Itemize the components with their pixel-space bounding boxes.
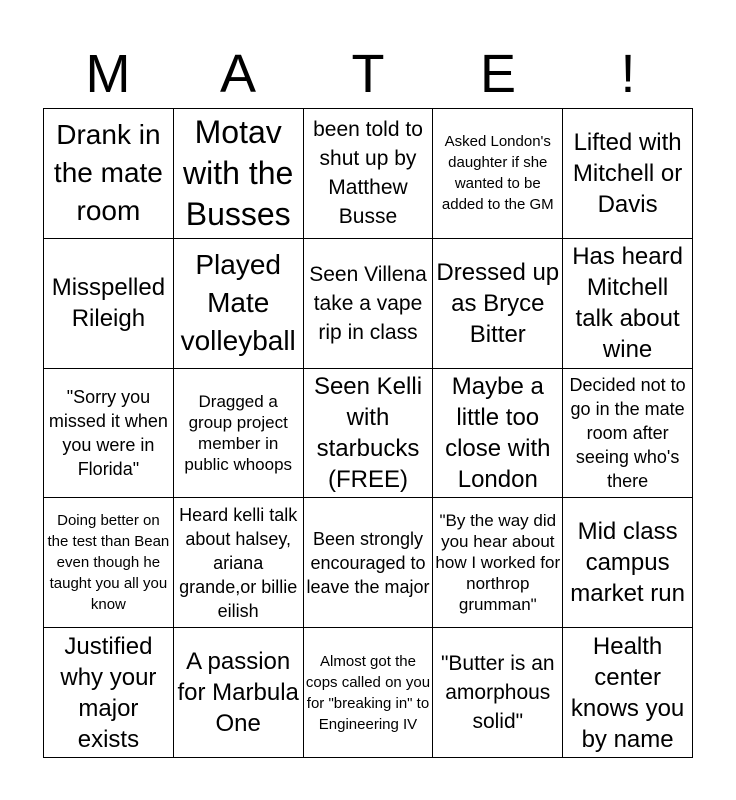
header-letter: M — [85, 44, 131, 104]
bingo-cell[interactable] — [44, 109, 174, 239]
cell-text: Motav with the Busses — [183, 113, 294, 232]
bingo-cell[interactable] — [433, 239, 563, 369]
cell-text: Been strongly encouraged to leave the major — [306, 528, 430, 597]
cell-text: Decided not to go in the mate room after seeing who's there — [569, 374, 686, 491]
header-letter: ! — [620, 44, 636, 104]
bingo-grid — [43, 108, 693, 758]
bingo-cell[interactable] — [433, 498, 563, 628]
cell-text: "Sorry you missed it when you were in Florida" — [48, 386, 168, 479]
bingo-cell[interactable] — [174, 109, 304, 239]
cell-text: A passion for Marbula One — [177, 648, 299, 738]
cell-text: Maybe a little too close with London — [445, 372, 551, 493]
bingo-cell[interactable] — [563, 239, 693, 369]
bingo-cell[interactable] — [44, 498, 174, 628]
cell-text: Almost got the cops called on you for "breaking in" to Engineering IV — [305, 652, 431, 733]
bingo-cell[interactable] — [304, 109, 434, 239]
header-letter: T — [351, 44, 385, 104]
cell-text: Heard kelli talk about halsey, ariana grande,or billie eilish — [179, 504, 298, 621]
header-letter: A — [219, 44, 257, 104]
bingo-cell[interactable] — [433, 628, 563, 758]
cell-text: Played Mate volleyball — [180, 249, 296, 357]
bingo-cell[interactable] — [563, 498, 693, 628]
cell-text: Lifted with Mitchell or Davis — [572, 128, 683, 218]
header-letter: E — [479, 44, 517, 104]
cell-text: Health center knows you by name — [570, 632, 685, 753]
cell-text: been told to shut up by Matthew Busse — [313, 118, 423, 229]
bingo-cell[interactable] — [174, 628, 304, 758]
bingo-cell[interactable] — [433, 109, 563, 239]
bingo-header — [43, 40, 693, 108]
cell-text: Asked London's daughter if she wanted to be added to the GM — [441, 133, 554, 214]
cell-text: Drank in the mate room — [53, 119, 163, 227]
bingo-cell[interactable] — [304, 628, 434, 758]
cell-text: Seen Kelli with starbucks (FREE) — [313, 372, 423, 493]
cell-text: "By the way did you hear about how I worked for northrop grumman" — [435, 511, 561, 615]
bingo-cell[interactable] — [304, 369, 434, 499]
cell-text: Justified why your major exists — [60, 632, 157, 753]
cell-text: Has heard Mitchell talk about wine — [572, 243, 683, 364]
bingo-cell[interactable] — [563, 369, 693, 499]
cell-text: Dragged a group project member in public whoops — [184, 391, 293, 474]
cell-text: Seen Villena take a vape rip in class — [309, 262, 427, 344]
bingo-cell[interactable] — [174, 498, 304, 628]
bingo-cell[interactable] — [174, 369, 304, 499]
bingo-cell[interactable] — [433, 369, 563, 499]
cell-text: Dressed up as Bryce Bitter — [436, 258, 560, 348]
bingo-cell[interactable] — [174, 239, 304, 369]
bingo-cell[interactable] — [304, 239, 434, 369]
bingo-cell[interactable] — [44, 628, 174, 758]
bingo-cell[interactable] — [563, 628, 693, 758]
bingo-cell[interactable] — [304, 498, 434, 628]
bingo-cell[interactable] — [44, 239, 174, 369]
cell-text: Mid class campus market run — [570, 518, 685, 608]
cell-text: "Butter is an amorphous solid" — [440, 652, 555, 734]
bingo-cell[interactable] — [44, 369, 174, 499]
cell-text: Doing better on the test than Bean even though he taught you all you know — [47, 512, 170, 614]
bingo-cell[interactable] — [563, 109, 693, 239]
cell-text: Misspelled Rileigh — [51, 274, 166, 333]
